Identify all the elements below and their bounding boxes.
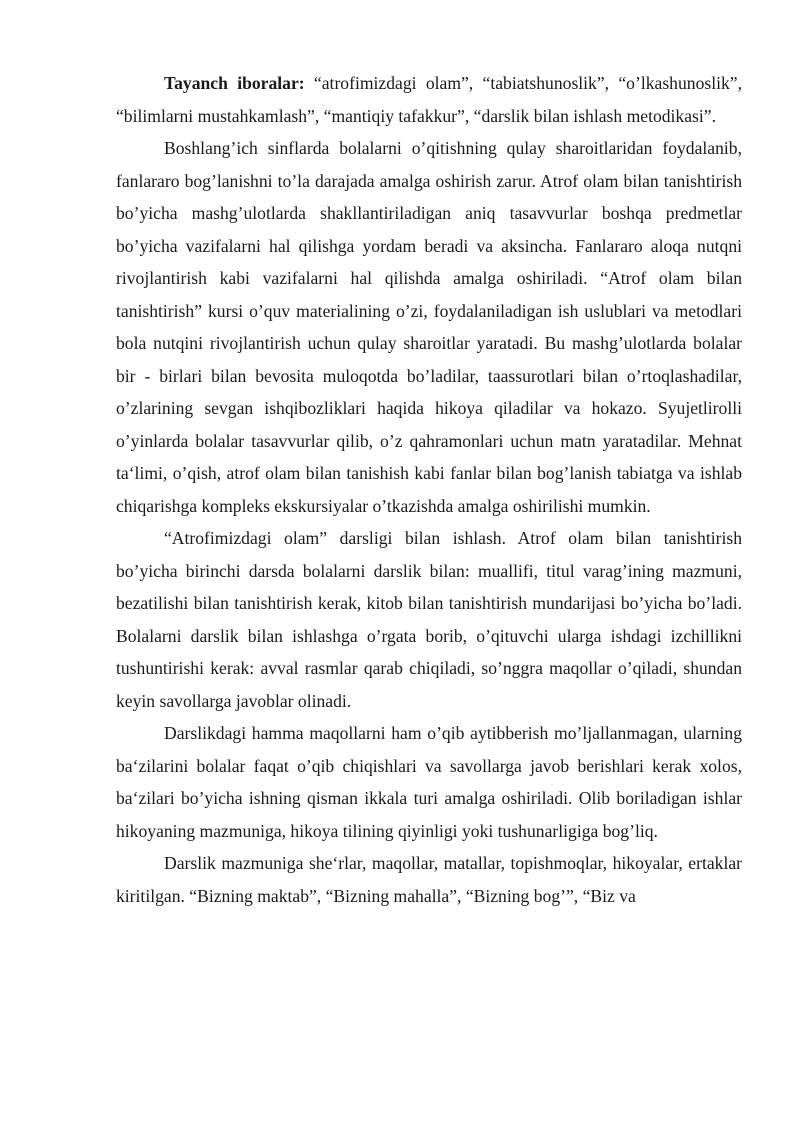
document-body: [116, 67, 742, 912]
keywords-text: “atrofimizdagi olam”, “tabiatshunoslik”, “o’lkashunoslik”, “bilimlarni mustahkamlash”, “mantiqiy tafakkur”, “darslik bilan ishlash metodikasi”.: [116, 73, 742, 126]
paragraph-reading-articles: Darslikdagi hamma maqollarni ham o’qib aytibberish mo’ljallanmagan, ularning ba‘zilarini bolalar faqat o’qib chiqishlari va savollarga javob berishlari kerak xolos, ba‘zilari bo’yicha ishning qisman ikkala turi amalga oshiriladi. Olib boriladigan ishlar hikoyaning mazmuniga, hikoya tilining qiyinligi yoki tushunarligiga bog’liq.: [116, 723, 742, 841]
paragraph-interdisciplinary: Boshlang’ich sinflarda bolalarni o’qitishning qulay sharoitlaridan foydalanib, fanlararo bog’lanishni to’la darajada amalga oshirish zarur. Atrof olam bilan tanishtirish bo’yicha mashg’ulotlarda shakllantiriladigan aniq tasavvurlar boshqa predmetlar bo’yicha vazifalarni hal qilishga yordam beradi va aksincha. Fanlararo aloqa nutqni rivojlantirish kabi vazifalarni hal qilishda amalga oshiriladi. “Atrof olam bilan tanishtirish” kursi o’quv materialining o’zi, foydalaniladigan ish uslublari va metodlari bola nutqini rivojlantirish uchun qulay sharoitlar yaratadi. Bu mashg’ulotlarda bolalar bir - birlari bilan bevosita muloqotda bo’ladilar, taassurotlari bilan o’rtoqlashadilar, o’zlarining sevgan ishqibozliklari haqida hikoya qiladilar va hokazo. Syujetlirolli o’yinlarda bolalar tasavvurlar qilib, o’z qahramonlari uchun matn yaratadilar. Mehnat ta‘limi, o’qish, atrof olam bilan tanishish kabi fanlar bilan bog’lanish tabiatga va ishlab chiqarishga kompleks ekskursiyalar o’tkazishda amalga oshirilishi mumkin.: [116, 138, 742, 516]
keywords-heading: Tayanch iboralar:: [164, 73, 305, 93]
paragraph-textbook-work: “Atrofimizdagi olam” darsligi bilan ishlash. Atrof olam bilan tanishtirish bo’yicha birinchi darsda bolalarni darslik bilan: muallifi, titul varag’ining mazmuni, bezatilishi bilan tanishtirish kerak, kitob bilan tanishtirish mundarijasi bo’yicha bo’ladi. Bolalarni darslik bilan ishlashga o’rgata borib, o’qituvchi ularga ishdagi izchillikni tushuntirishi kerak: avval rasmlar qarab chiqiladi, so’nggra maqollar o’qiladi, shundan keyin savollarga javoblar olinadi.: [116, 528, 742, 711]
keywords-paragraph: [116, 67, 742, 132]
paragraph-textbook-content: Darslik mazmuniga she‘rlar, maqollar, matallar, topishmoqlar, hikoyalar, ertaklar kiritilgan. “Bizning maktab”, “Bizning mahalla”, “Bizning bog’”, “Biz va: [116, 853, 742, 906]
